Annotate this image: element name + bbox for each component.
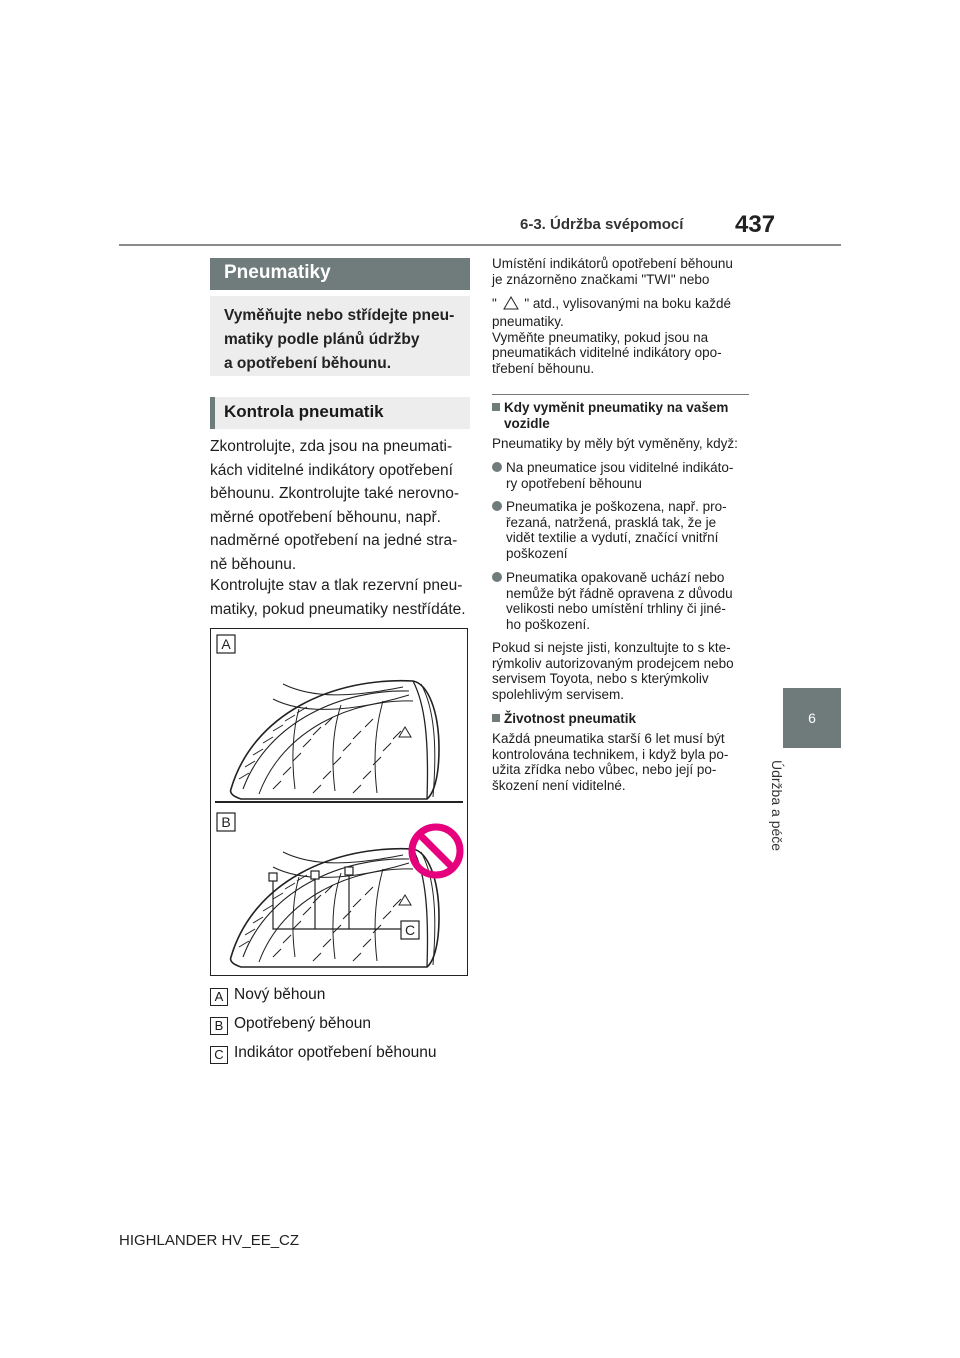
recommendation-line: matiky podle plánů údržby — [224, 331, 420, 348]
round-bullet-icon — [492, 462, 502, 472]
quote-open: " — [492, 296, 497, 311]
twi-mark-line — [492, 296, 754, 312]
list-item — [492, 570, 754, 632]
recommendation-box — [210, 296, 470, 376]
unsure-paragraph — [492, 640, 754, 702]
twi-replace-text — [492, 314, 754, 376]
text-line: Umístění indikátorů opotřebení běhounu — [492, 256, 733, 271]
text-line: pneumatikách viditelné indikátory opo- — [492, 345, 722, 360]
square-bullet-icon — [492, 714, 500, 722]
round-bullet-icon — [492, 501, 502, 511]
text-line: Vyměňte pneumatiky, pokud jsou na — [492, 329, 709, 345]
text-line: škození není viditelné. — [492, 777, 626, 793]
legend-item — [210, 1013, 371, 1035]
legend-key: A — [210, 988, 228, 1006]
text-line: spolehlivým servisem. — [492, 686, 625, 702]
text-line: Na pneumatice jsou viditelné indikáto- — [506, 460, 734, 475]
recommendation-line: Vyměňujte nebo střídejte pneu- — [224, 307, 455, 324]
when-replace-heading — [492, 400, 754, 431]
text-line: ně běhounu. — [210, 555, 297, 573]
tire-tread-figure — [210, 628, 468, 976]
quote-close: " atd., vylisovanými na boku každé — [524, 296, 731, 311]
chapter-label — [769, 760, 804, 870]
text-line: vozidle — [504, 415, 550, 431]
text-line: Pneumatika opakovaně uchází nebo — [506, 570, 725, 585]
recommendation-line: a opotřebení běhounu. — [224, 355, 392, 372]
text-line: ry opotřebení běhounu — [506, 475, 642, 491]
legend-text: Opotřebený běhoun — [234, 1015, 372, 1032]
triangle-mark-icon — [503, 296, 519, 310]
tire-life-heading: Životnost pneumatik — [492, 711, 754, 727]
text-line: poškození — [506, 545, 568, 561]
text-line: je znázorněno značkami "TWI" nebo — [492, 271, 710, 287]
text-line: servisem Toyota, nebo s kterýmkoliv — [492, 671, 709, 686]
text-line: Kontrolujte stav a tlak rezervní pneu- — [210, 577, 463, 594]
section-divider — [492, 394, 749, 395]
page-number: 437 — [735, 211, 776, 238]
subsection-title: Kontrola pneumatik — [210, 397, 470, 429]
header-rule — [119, 244, 841, 246]
text-line: nemůže být řádně opravena z důvodu — [506, 585, 733, 601]
text-line: nadměrné opotřebení na jedné stra- — [210, 532, 458, 549]
text-line: Pokud si nejste jisti, konzultujte to s kte- — [492, 640, 731, 655]
legend-key: C — [210, 1046, 228, 1064]
panel-b-label: B — [221, 814, 231, 830]
text-line: Každá pneumatika starší 6 let musí být — [492, 731, 725, 746]
text-line: Pneumatika je poškozena, např. pro- — [506, 499, 727, 514]
chapter-tab — [783, 688, 841, 748]
text-line: Zkontrolujte, zda jsou na pneumati- — [210, 438, 453, 455]
list-item — [492, 460, 754, 491]
text-line: měrné opotřebení běhounu, např. — [210, 508, 441, 526]
legend-item — [210, 1042, 437, 1064]
when-replace-intro: Pneumatiky by měly být vyměněny, když: — [492, 436, 738, 451]
text-line: užita zřídka nebo vůbec, nebo její po- — [492, 762, 717, 777]
text-line: rýmkoliv autorizovaným prodejcem nebo — [492, 655, 734, 671]
section-title: Pneumatiky — [210, 258, 470, 290]
text-line: velikosti nebo umístění trhliny či jiné- — [506, 601, 726, 616]
text-line: ho poškození. — [506, 616, 591, 632]
text-line: pneumatiky. — [492, 314, 564, 329]
text-line: třebení běhounu. — [492, 360, 595, 376]
list-item — [492, 499, 754, 561]
section-header: 6-3. Údržba svépomocí — [520, 216, 684, 233]
panel-a-label: A — [221, 636, 231, 652]
text-line: vidět textilie a vydutí, značící vnitřní — [506, 530, 719, 545]
new-tread-tire — [231, 681, 439, 799]
paragraph-inspection — [210, 435, 472, 576]
tire-life-text — [492, 731, 754, 793]
twi-intro — [492, 256, 754, 287]
text-line: řezaná, natržená, prasklá tak, že je — [506, 514, 717, 530]
round-bullet-icon — [492, 572, 502, 582]
legend-item — [210, 984, 325, 1006]
tire-illustration — [211, 629, 467, 975]
legend-key: B — [210, 1017, 228, 1035]
footer-model: HIGHLANDER HV_EE_CZ — [119, 1232, 300, 1249]
text-line: kontrolována technikem, i když byla po- — [492, 746, 729, 762]
text-line: kách viditelné indikátory opotřebení — [210, 461, 453, 479]
chapter-number: 6 — [808, 710, 816, 726]
text-line: matiky, pokud pneumatiky nestřídáte. — [210, 600, 466, 618]
chapter-label-text: Údržba a péče — [769, 760, 785, 852]
text-line: běhounu. Zkontrolujte také nerovno- — [210, 485, 460, 502]
paragraph-spare — [210, 574, 472, 621]
panel-c-label: C — [404, 922, 416, 938]
legend-text: Nový běhoun — [234, 986, 326, 1003]
legend-text: Indikátor opotřebení běhounu — [234, 1044, 437, 1061]
text-line: Kdy vyměnit pneumatiky na vašem — [492, 400, 754, 416]
square-bullet-icon — [492, 403, 500, 411]
worn-tread-tire — [231, 849, 439, 967]
